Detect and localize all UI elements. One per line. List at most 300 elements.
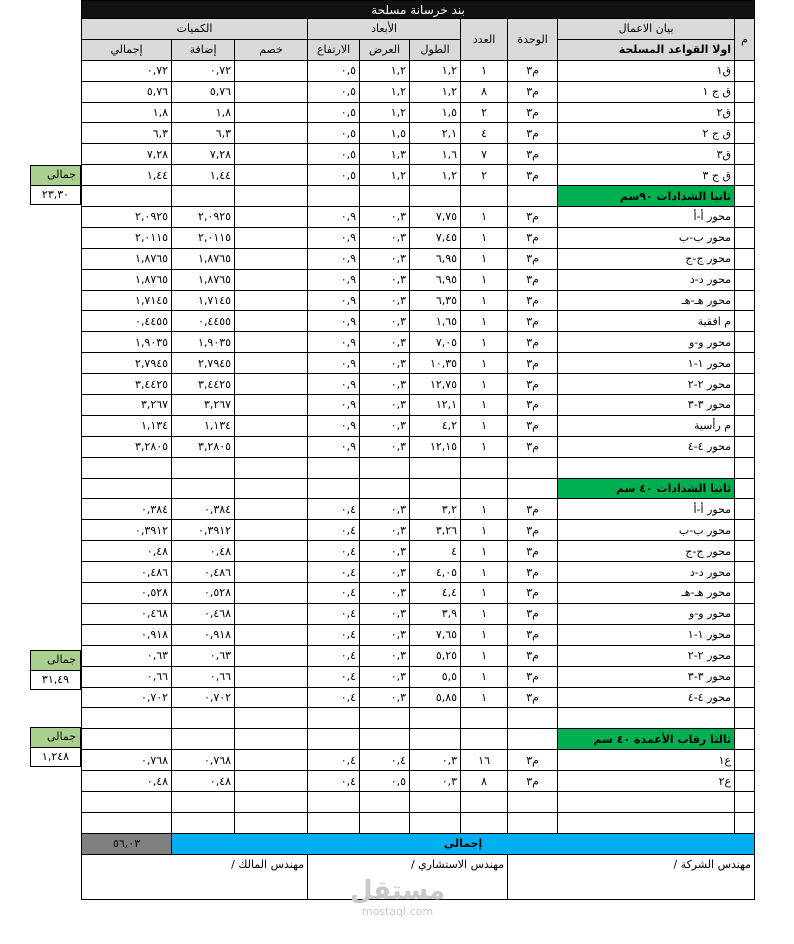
cell-unit: م٣ <box>508 771 558 792</box>
cell-total: ٠,٧٠٢ <box>82 687 172 708</box>
cell-empty <box>308 812 360 833</box>
cell-minus <box>235 290 308 311</box>
cell-empty <box>360 791 410 812</box>
cell-empty <box>360 186 410 207</box>
cell-add: ٧,٢٨ <box>172 144 235 165</box>
cell-unit: م٣ <box>508 436 558 457</box>
table-row <box>82 207 755 228</box>
cell-empty <box>508 812 558 833</box>
cell-desc: محور ٢-٢ <box>558 374 735 395</box>
cell-minus <box>235 123 308 144</box>
cell-width: ٠,٣ <box>360 353 410 374</box>
cell-desc: محور أ-أ <box>558 499 735 520</box>
empty-row <box>82 457 755 478</box>
cell-minus <box>235 165 308 186</box>
cell-empty <box>461 729 508 750</box>
cell-minus <box>235 332 308 353</box>
cell-width: ١,٢ <box>360 81 410 102</box>
cell-empty <box>360 478 410 499</box>
cell-desc: محور ب-ب <box>558 227 735 248</box>
section-row <box>82 186 755 207</box>
cell-count: ١ <box>461 395 508 416</box>
cell-count: ٨ <box>461 771 508 792</box>
cell-height: ٠,٤ <box>308 624 360 645</box>
cell-width: ٠,٣ <box>360 207 410 228</box>
cell-add: ٠,٣٩١٢ <box>172 520 235 541</box>
cell-empty <box>461 812 508 833</box>
cell-length: ٣,٢٦ <box>410 520 461 541</box>
cell-unit: م٣ <box>508 353 558 374</box>
cell-add: ٣,٤٤٢٥ <box>172 374 235 395</box>
cell-length: ٣,٢ <box>410 499 461 520</box>
cell-total: ١,١٣٤ <box>82 415 172 436</box>
cell-count: ١ <box>461 207 508 228</box>
cell-width: ٠,٣ <box>360 415 410 436</box>
cell-total: ٠,٤٤٥٥ <box>82 311 172 332</box>
cell-desc: محور د-د <box>558 562 735 583</box>
cell-minus <box>235 81 308 102</box>
cell-height: ٠,٩ <box>308 395 360 416</box>
cell-m <box>735 165 755 186</box>
grand-total-label: إجمالي <box>172 833 755 854</box>
cell-unit: م٣ <box>508 624 558 645</box>
table-row <box>82 269 755 290</box>
header-minus: خصم <box>235 39 308 60</box>
cell-height: ٠,٥ <box>308 81 360 102</box>
cell-empty <box>235 186 308 207</box>
cell-total: ٠,٦٦ <box>82 666 172 687</box>
cell-minus <box>235 499 308 520</box>
cell-height: ٠,٤ <box>308 771 360 792</box>
cell-empty <box>360 457 410 478</box>
cell-m <box>735 269 755 290</box>
cell-m <box>735 81 755 102</box>
table-row <box>82 771 755 792</box>
cell-unit: م٣ <box>508 165 558 186</box>
cell-add: ٢,٧٩٤٥ <box>172 353 235 374</box>
cell-m <box>735 123 755 144</box>
side-total-box <box>30 165 81 205</box>
cell-width: ٠,٣ <box>360 332 410 353</box>
cell-desc: ع٢ <box>558 771 735 792</box>
cell-empty <box>172 708 235 729</box>
cell-empty <box>82 478 172 499</box>
cell-total: ٠,٤٨ <box>82 771 172 792</box>
cell-count: ٤ <box>461 123 508 144</box>
cell-height: ٠,٥ <box>308 60 360 81</box>
cell-empty <box>410 729 461 750</box>
cell-width: ٠,٣ <box>360 645 410 666</box>
cell-empty <box>172 812 235 833</box>
table-row <box>82 645 755 666</box>
section-row <box>82 729 755 750</box>
cell-height: ٠,٤ <box>308 520 360 541</box>
cell-desc: ق٢ <box>558 102 735 123</box>
cell-count: ١ <box>461 583 508 604</box>
cell-total: ٠,٣٨٤ <box>82 499 172 520</box>
table-row <box>82 624 755 645</box>
cell-height: ٠,٤ <box>308 562 360 583</box>
cell-empty <box>235 478 308 499</box>
cell-m <box>735 624 755 645</box>
owner-engineer-signature: مهندس المالك / <box>82 854 308 899</box>
cell-unit: م٣ <box>508 102 558 123</box>
cell-width: ١,٢ <box>360 102 410 123</box>
cell-m <box>735 562 755 583</box>
cell-desc: محور ج-ج <box>558 248 735 269</box>
cell-unit: م٣ <box>508 332 558 353</box>
table-row <box>82 311 755 332</box>
cell-m <box>735 186 755 207</box>
cell-m <box>735 478 755 499</box>
cell-length: ١,٢ <box>410 81 461 102</box>
cell-empty <box>410 478 461 499</box>
quantities-table <box>81 0 755 900</box>
cell-empty <box>461 186 508 207</box>
cell-height: ٠,٤ <box>308 583 360 604</box>
cell-empty <box>735 791 755 812</box>
cell-length: ٣,٩ <box>410 603 461 624</box>
cell-add: ٦,٣ <box>172 123 235 144</box>
cell-length: ٦,٩٥ <box>410 248 461 269</box>
cell-desc: محور ٣-٣ <box>558 666 735 687</box>
cell-total: ٠,٧٦٨ <box>82 750 172 771</box>
cell-height: ٠,٤ <box>308 750 360 771</box>
cell-minus <box>235 603 308 624</box>
cell-minus <box>235 311 308 332</box>
cell-unit: م٣ <box>508 395 558 416</box>
watermark-domain: mostaql.com <box>361 905 434 918</box>
cell-desc: محور ج-ج <box>558 541 735 562</box>
cell-width: ٠,٣ <box>360 624 410 645</box>
cell-width: ٠,٣ <box>360 583 410 604</box>
cell-empty <box>235 812 308 833</box>
cell-minus <box>235 436 308 457</box>
cell-desc: محور و-و <box>558 603 735 624</box>
watermark-brand: مستقل <box>349 876 446 906</box>
cell-desc: ق٣ <box>558 144 735 165</box>
sheet-title: بند خرسانة مسلحة <box>82 1 755 19</box>
cell-total: ٣,٢٦٧ <box>82 395 172 416</box>
section-title: ثالثا رقاب الأعمدة ٤٠ سم <box>558 729 735 750</box>
cell-count: ٢ <box>461 102 508 123</box>
cell-height: ٠,٩ <box>308 269 360 290</box>
cell-add: ١,٧١٤٥ <box>172 290 235 311</box>
cell-add: ٥,٧٦ <box>172 81 235 102</box>
cell-empty <box>735 812 755 833</box>
cell-m <box>735 207 755 228</box>
header-length: الطول <box>410 39 461 60</box>
cell-unit: م٣ <box>508 311 558 332</box>
cell-m <box>735 248 755 269</box>
cell-height: ٠,٤ <box>308 666 360 687</box>
cell-empty <box>308 708 360 729</box>
cell-width: ١,٢ <box>360 165 410 186</box>
table-row <box>82 541 755 562</box>
cell-empty <box>235 791 308 812</box>
table-row <box>82 436 755 457</box>
table-row <box>82 687 755 708</box>
cell-m <box>735 436 755 457</box>
cell-count: ١ <box>461 290 508 311</box>
cell-desc: محور ٢-٢ <box>558 645 735 666</box>
cell-minus <box>235 562 308 583</box>
table-row <box>82 102 755 123</box>
cell-width: ٠,٥ <box>360 771 410 792</box>
side-total-box <box>30 650 81 690</box>
cell-desc: محور ب-ب <box>558 520 735 541</box>
cell-height: ٠,٥ <box>308 123 360 144</box>
cell-m <box>735 583 755 604</box>
cell-length: ١٢,١٥ <box>410 436 461 457</box>
cell-desc: ق ج ٣ <box>558 165 735 186</box>
table-row <box>82 562 755 583</box>
cell-total: ٠,٩١٨ <box>82 624 172 645</box>
cell-empty <box>308 457 360 478</box>
cell-empty <box>558 708 735 729</box>
cell-height: ٠,٩ <box>308 248 360 269</box>
cell-m <box>735 603 755 624</box>
cell-unit: م٣ <box>508 750 558 771</box>
empty-row <box>82 812 755 833</box>
cell-height: ٠,٥ <box>308 144 360 165</box>
cell-count: ١ <box>461 436 508 457</box>
cell-empty <box>82 457 172 478</box>
cell-empty <box>461 457 508 478</box>
cell-m <box>735 750 755 771</box>
header-dims: الأبعاد <box>308 19 461 40</box>
cell-total: ٣,٢٨٠٥ <box>82 436 172 457</box>
cell-length: ٥,٥ <box>410 666 461 687</box>
cell-length: ٤,٤ <box>410 583 461 604</box>
cell-m <box>735 771 755 792</box>
cell-width: ٠,٣ <box>360 374 410 395</box>
cell-unit: م٣ <box>508 520 558 541</box>
table-row <box>82 603 755 624</box>
cell-unit: م٣ <box>508 269 558 290</box>
cell-desc: محور و-و <box>558 332 735 353</box>
cell-add: ٠,٥٢٨ <box>172 583 235 604</box>
cell-empty <box>410 812 461 833</box>
cell-height: ٠,٩ <box>308 436 360 457</box>
cell-minus <box>235 144 308 165</box>
cell-minus <box>235 583 308 604</box>
cell-length: ١,٥ <box>410 102 461 123</box>
table-row <box>82 666 755 687</box>
cell-width: ٠,٣ <box>360 269 410 290</box>
cell-height: ٠,٩ <box>308 311 360 332</box>
cell-m <box>735 645 755 666</box>
cell-minus <box>235 248 308 269</box>
side-total-value: ١,٢٤٨ <box>30 747 81 767</box>
cell-length: ١,٢ <box>410 60 461 81</box>
side-total-box <box>30 727 81 767</box>
cell-total: ٢,٠١١٥ <box>82 227 172 248</box>
cell-length: ٠,٣ <box>410 771 461 792</box>
cell-add: ٠,٩١٨ <box>172 624 235 645</box>
grand-total-value: ٥٦,٠٣ <box>82 833 172 854</box>
cell-empty <box>172 791 235 812</box>
cell-count: ١ <box>461 687 508 708</box>
side-total-label: جمالى <box>30 650 81 670</box>
cell-m <box>735 415 755 436</box>
cell-minus <box>235 207 308 228</box>
cell-count: ٨ <box>461 81 508 102</box>
cell-height: ٠,٥ <box>308 165 360 186</box>
cell-width: ٠,٣ <box>360 541 410 562</box>
header-count: العدد <box>461 19 508 61</box>
table-row <box>82 81 755 102</box>
cell-add: ٠,٧٠٢ <box>172 687 235 708</box>
cell-length: ٤,٠٥ <box>410 562 461 583</box>
cell-width: ٠,٣ <box>360 436 410 457</box>
cell-desc: محور أ-أ <box>558 207 735 228</box>
cell-total: ٣,٤٤٢٥ <box>82 374 172 395</box>
cell-width: ١,٢ <box>360 60 410 81</box>
cell-empty <box>410 457 461 478</box>
cell-m <box>735 541 755 562</box>
cell-length: ٥,٢٥ <box>410 645 461 666</box>
cell-desc: ق١ <box>558 60 735 81</box>
cell-empty <box>508 729 558 750</box>
cell-count: ٢ <box>461 165 508 186</box>
section-title: ثانيا الشدادات ٤٠ سم <box>558 478 735 499</box>
cell-desc: محور هـ-هـ <box>558 290 735 311</box>
cell-count: ١ <box>461 603 508 624</box>
empty-row <box>82 708 755 729</box>
table-row <box>82 332 755 353</box>
cell-empty <box>82 186 172 207</box>
header-unit: الوحدة <box>508 19 558 61</box>
cell-length: ٦,٣٥ <box>410 290 461 311</box>
company-engineer-signature: مهندس الشركة / <box>508 854 755 899</box>
cell-add: ١,٨٧٦٥ <box>172 269 235 290</box>
cell-m <box>735 374 755 395</box>
cell-minus <box>235 645 308 666</box>
cell-length: ٥,٨٥ <box>410 687 461 708</box>
cell-minus <box>235 520 308 541</box>
cell-count: ١ <box>461 374 508 395</box>
cell-desc: م رأسية <box>558 415 735 436</box>
section-title: ثانيا الشدادات ٩٠سم <box>558 186 735 207</box>
cell-m <box>735 311 755 332</box>
cell-count: ١ <box>461 269 508 290</box>
cell-length: ٧,٤٥ <box>410 227 461 248</box>
cell-empty <box>558 812 735 833</box>
cell-minus <box>235 353 308 374</box>
cell-minus <box>235 750 308 771</box>
cell-count: ١ <box>461 520 508 541</box>
cell-add: ٠,٤٨٦ <box>172 562 235 583</box>
cell-unit: م٣ <box>508 415 558 436</box>
cell-total: ٠,٤٦٨ <box>82 603 172 624</box>
cell-add: ٠,٦٦ <box>172 666 235 687</box>
section-row <box>82 478 755 499</box>
cell-add: ١,٩٠٣٥ <box>172 332 235 353</box>
cell-total: ٠,٦٣ <box>82 645 172 666</box>
side-total-label: جمالى <box>30 165 81 185</box>
cell-empty <box>735 708 755 729</box>
cell-height: ٠,٩ <box>308 227 360 248</box>
cell-empty <box>508 791 558 812</box>
table-row <box>82 144 755 165</box>
cell-empty <box>308 791 360 812</box>
cell-length: ٢,١ <box>410 123 461 144</box>
header-desc: بيان الاعمال <box>558 19 735 40</box>
cell-add: ٢,٠١١٥ <box>172 227 235 248</box>
cell-height: ٠,٤ <box>308 541 360 562</box>
table-row <box>82 123 755 144</box>
cell-empty <box>508 457 558 478</box>
cell-desc: محور ٣-٣ <box>558 395 735 416</box>
cell-width: ٠,٣ <box>360 395 410 416</box>
cell-total: ٠,٣٩١٢ <box>82 520 172 541</box>
cell-minus <box>235 102 308 123</box>
cell-minus <box>235 771 308 792</box>
cell-empty <box>360 812 410 833</box>
table-row <box>82 520 755 541</box>
cell-add: ٠,٤٤٥٥ <box>172 311 235 332</box>
cell-unit: م٣ <box>508 666 558 687</box>
cell-desc: محور د-د <box>558 269 735 290</box>
bill-of-quantities-sheet <box>81 0 754 900</box>
cell-empty <box>235 457 308 478</box>
cell-minus <box>235 269 308 290</box>
table-row <box>82 750 755 771</box>
cell-empty <box>235 708 308 729</box>
cell-unit: م٣ <box>508 81 558 102</box>
cell-total: ٠,٤٨ <box>82 541 172 562</box>
cell-empty <box>410 708 461 729</box>
cell-total: ١,٤٤ <box>82 165 172 186</box>
cell-count: ١ <box>461 248 508 269</box>
cell-m <box>735 520 755 541</box>
side-total-value: ٣١,٤٩ <box>30 670 81 690</box>
cell-unit: م٣ <box>508 207 558 228</box>
cell-count: ١ <box>461 60 508 81</box>
side-total-value: ٢٣,٣٠ <box>30 185 81 205</box>
cell-unit: م٣ <box>508 123 558 144</box>
cell-m <box>735 290 755 311</box>
header-total: إجمالي <box>82 39 172 60</box>
cell-empty <box>461 791 508 812</box>
cell-minus <box>235 395 308 416</box>
cell-m <box>735 687 755 708</box>
cell-empty <box>82 729 172 750</box>
cell-empty <box>172 729 235 750</box>
cell-unit: م٣ <box>508 227 558 248</box>
cell-height: ٠,٩ <box>308 207 360 228</box>
cell-count: ١٦ <box>461 750 508 771</box>
cell-total: ٥,٧٦ <box>82 81 172 102</box>
cell-unit: م٣ <box>508 60 558 81</box>
cell-add: ١,٨ <box>172 102 235 123</box>
table-row <box>82 290 755 311</box>
cell-m <box>735 395 755 416</box>
cell-empty <box>308 186 360 207</box>
cell-empty <box>558 457 735 478</box>
header-height: الارتفاع <box>308 39 360 60</box>
cell-width: ٠,٣ <box>360 227 410 248</box>
cell-add: ٣,٢٨٠٥ <box>172 436 235 457</box>
cell-empty <box>172 478 235 499</box>
cell-unit: م٣ <box>508 562 558 583</box>
cell-add: ٠,٣٨٤ <box>172 499 235 520</box>
cell-add: ٠,٧٢ <box>172 60 235 81</box>
cell-total: ١,٧١٤٥ <box>82 290 172 311</box>
cell-minus <box>235 60 308 81</box>
cell-empty <box>235 729 308 750</box>
